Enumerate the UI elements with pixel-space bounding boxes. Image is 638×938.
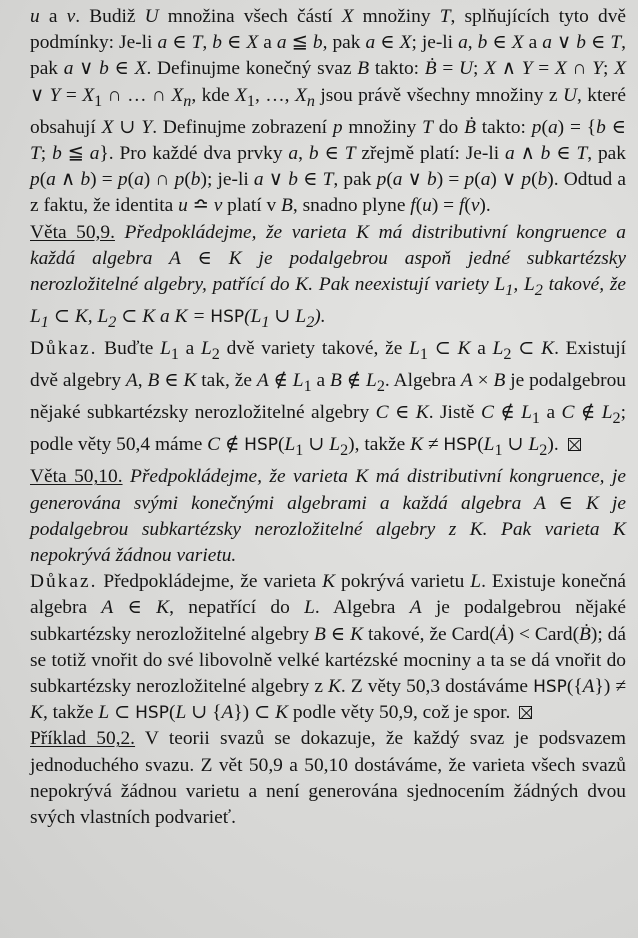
example-50-2-label: Příklad 50,2. bbox=[30, 728, 136, 750]
theorem-50-9-label: Věta 50,9. bbox=[30, 221, 115, 243]
proof-continuation-text: u a v. Budiž U množina všech částí X množiny T, splňujících tyto dvě podmínky: Je-li a ∈ T, b ∈ X a a ≦ b, pak a ∈ X; je-li a, b ∈ X a a ∨ b ∈ T, pak a ∨ b ∈ X. Definujme konečný svaz B takto: Ḃ = U; X ∧ Y = X ∩ Y; X ∨ $Y = X_1$ ∩ … ∩ $X_n$, kde $X_1$, …, $X_n$ jsou právě všechny množiny z U, které obsahují X ∪ Y. Definujme zobrazení p množiny T do Ḃ takto: p(a) = {b ∈ T; b ≦ a}. Pro každé dva prvky a, b ∈ T zřejmě platí: Je-li a ∧ b ∈ T, pak p(a ∧ b) = p(a) ∩ p(b); je-li a ∨ b ∈ T, pak p(a ∨ b) = p(a) ∨ p(b). Odtud a z faktu, že identita u ≏ v platí v B, snadno plyne f(u) = f(v). bbox=[30, 6, 627, 217]
theorem-50-9-statement: Předpokládejme, že varieta K má distributivní kongruence a každá algebra A ∈ K je podalgebrou aspoň jedné subkartézsky nerozložitelné algebry, patřící do K. Pak neexistují variety $L_1$, $L_2$ takové, že $L_1$ ⊂ K, $L_2$ ⊂ K a $K = HSP(L_1$ ∪ $L_2$). bbox=[30, 221, 627, 331]
theorem-50-9 bbox=[30, 220, 626, 337]
proof-50-10-label: Důkaz. bbox=[30, 571, 98, 593]
proof-50-9 bbox=[30, 336, 626, 464]
proof-50-10-text: Předpokládejme, že varieta K pokrývá varietu L. Existuje konečná algebra A ∈ K, nepatřící do L. Algebra A je podalgebrou nějaké subkartézsky nerozložitelné algebry B ∈ K takové, že Card(Ȧ) < Card(Ḃ); dá se totiž vnořit do své libovolně velké kartézské mocniny a ta se dá vnořit do subkartézsky nerozložitelné algebry z K. Z věty 50,3 dostáváme HSP({A}) ≠ K, takže L ⊂ HSP(L ∪ {A}) ⊂ K podle věty 50,9, což je spor. bbox=[30, 571, 627, 724]
example-50-2-text: V teorii svazů se dokazuje, že každý svaz je podsvazem jednoduchého svazu. Z vět 50,9 a 50,10 dostáváme, že varieta všech svazů nepokrývá žádnou varietu a není generována sjednocením žádných dvou svých vlastních podvarieť. bbox=[30, 728, 626, 829]
theorem-50-10-statement: Předpokládejme, že varieta K má distributivní kongruence, je generována svými konečnými algebrami a každá algebra A ∈ K je podalgebrou subkartézsky nerozložitelné algebry z K. Pak varieta K nepokrývá žádnou varietu. bbox=[30, 466, 626, 566]
proof-50-10 bbox=[30, 569, 626, 726]
theorem-50-10-label: Věta 50,10. bbox=[30, 466, 123, 488]
proof-50-9-label: Důkaz. bbox=[30, 338, 98, 360]
proof-50-9-text: Buďte $L_1$ a $L_2$ dvě variety takové, že $L_1$ ⊂ K a $L_2$ ⊂ K. Existují dvě algebry A, B ∈ K tak, že A ∉ $L_1$ a B ∉ $L_2$. Algebra A × B je podalgebrou nějaké subkartézsky nerozložitelné algebry C ∈ K. Jistě C ∉ $L_1$ a C ∉ $L_2$; podle věty 50,4 máme C ∉ $HSP(L_1$ ∪ $L_2$), takže $K \ne HSP(L_1$ ∪ $L_2$). bbox=[30, 338, 627, 460]
paragraph-proof-continuation bbox=[30, 4, 626, 220]
theorem-50-10 bbox=[30, 464, 626, 569]
example-50-2 bbox=[30, 726, 626, 831]
